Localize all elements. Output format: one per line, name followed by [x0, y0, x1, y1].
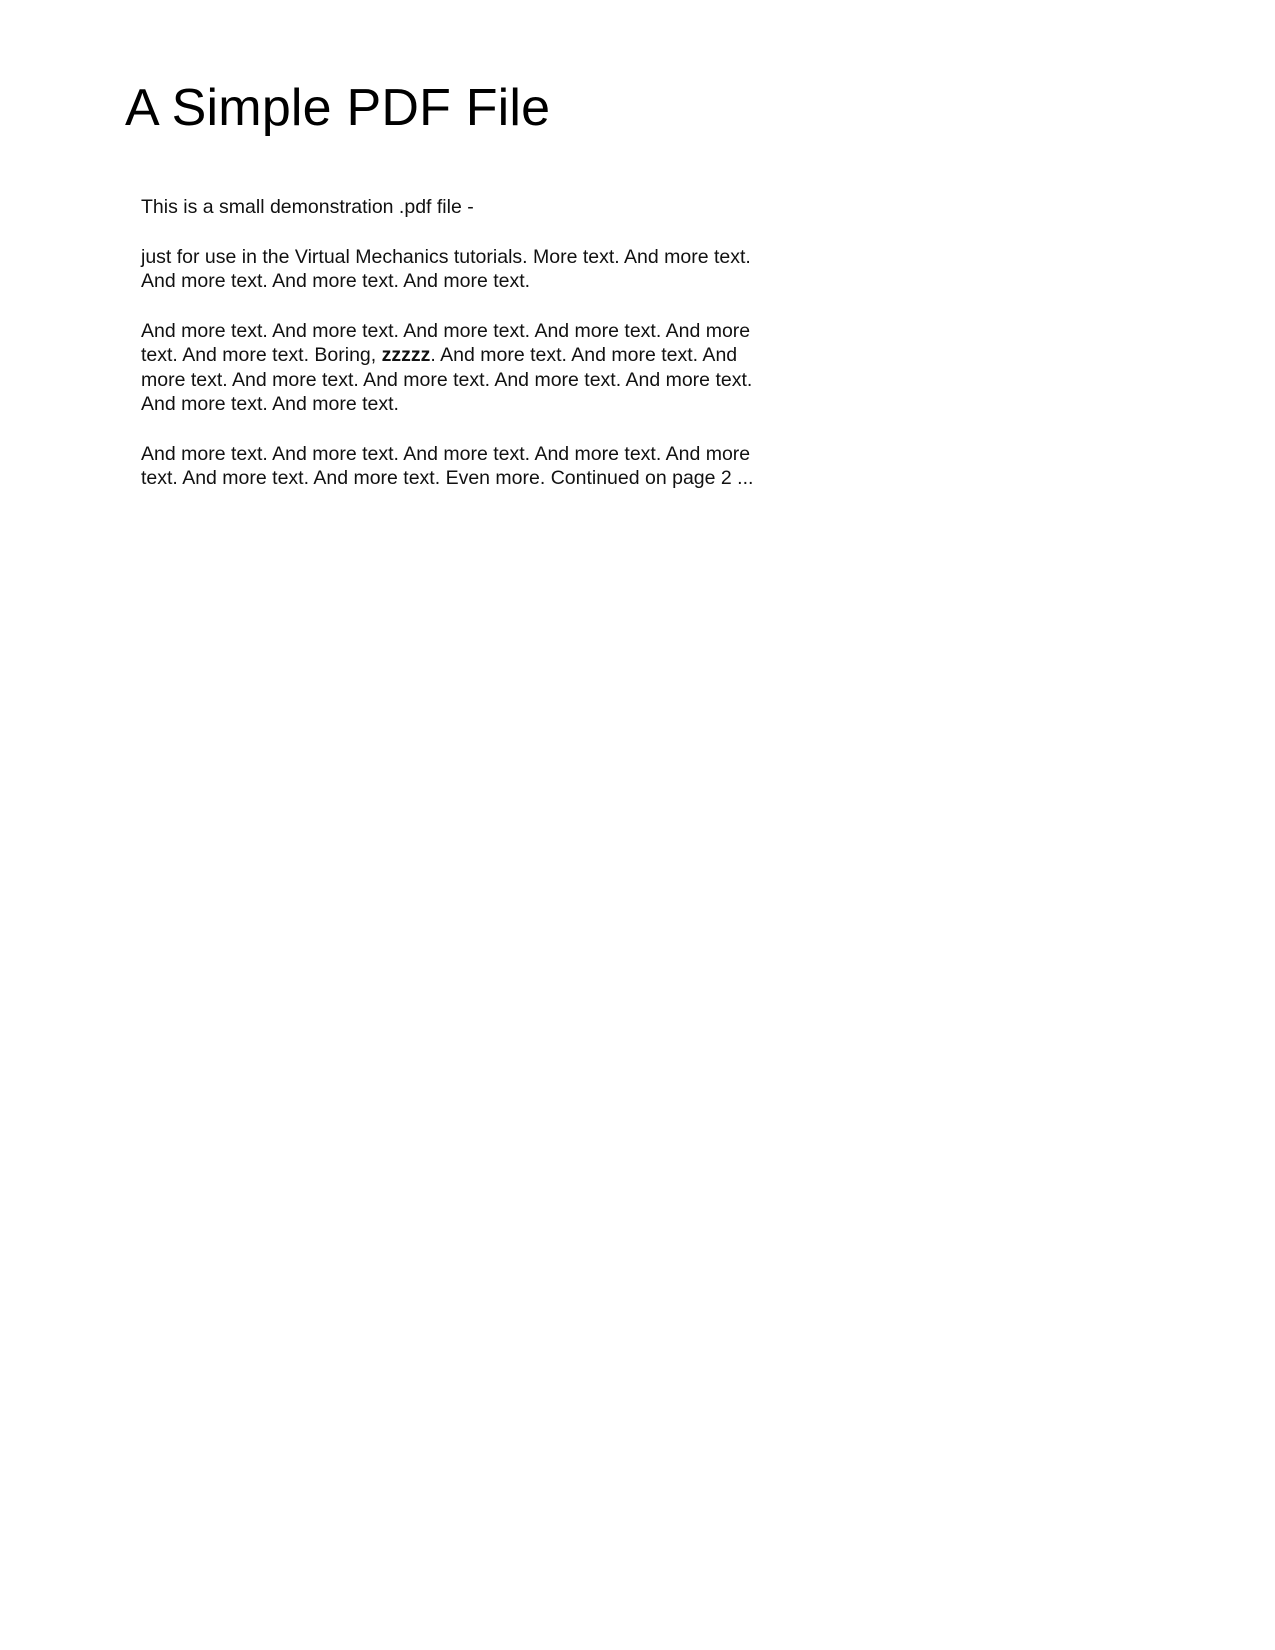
paragraph-3: And more text. And more text. And more text. And more text. And more text. And more text. Boring, zzzzz. And more text. And more text. And more text. And more text. And more text. And more text. And more text. And more text. And more text. — [141, 319, 753, 416]
page-title: A Simple PDF File — [125, 79, 551, 137]
page-content — [125, 80, 1005, 491]
paragraph-2: just for use in the Virtual Mechanics tutorials. More text. And more text. And more text. And more text. And more text. — [141, 245, 751, 293]
paragraph-1: This is a small demonstration .pdf file - — [141, 196, 474, 219]
body-text — [141, 195, 781, 491]
paragraph-4: And more text. And more text. And more text. And more text. And more text. And more text. And more text. Even more. Continued on page 2 ... — [141, 442, 754, 490]
emphasis-word: zzzzz — [381, 344, 431, 367]
